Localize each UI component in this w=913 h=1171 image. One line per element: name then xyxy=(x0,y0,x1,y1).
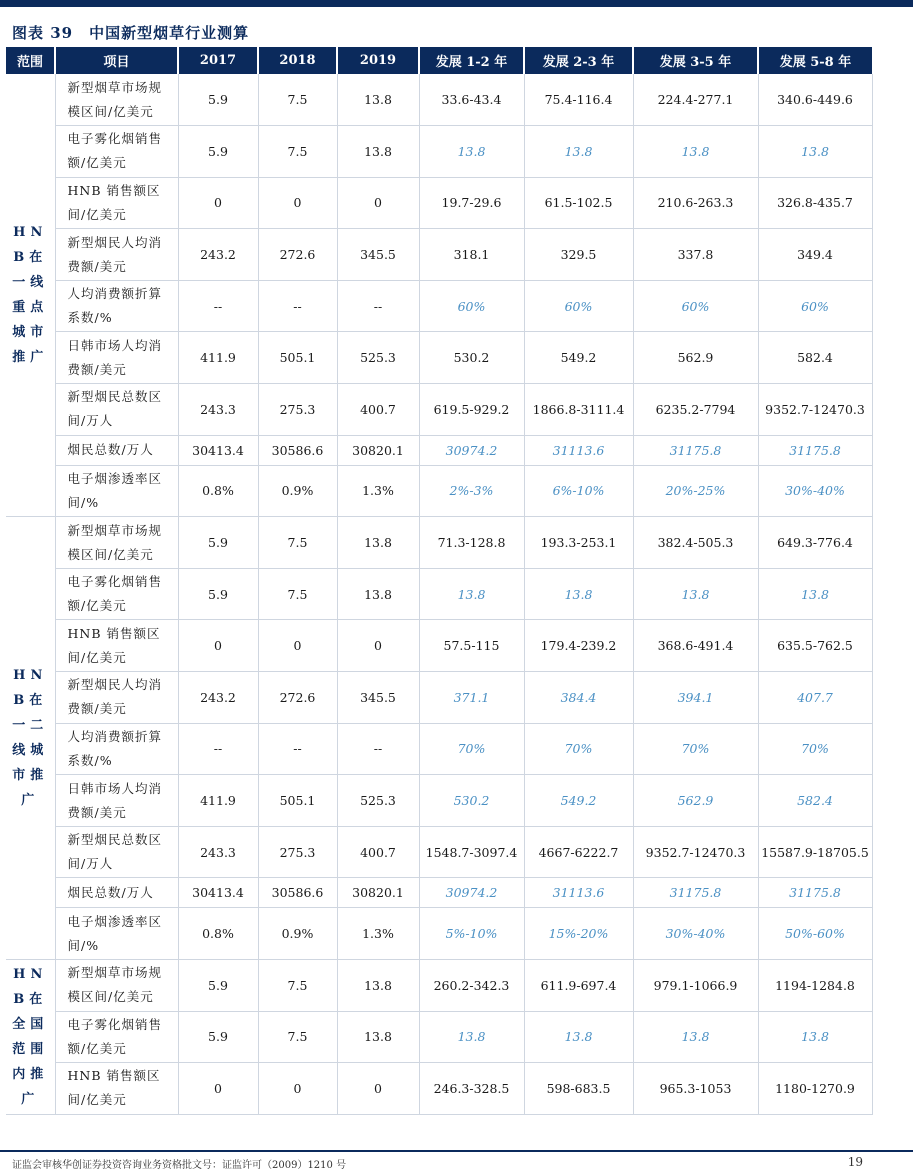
value-cell: 30974.2 xyxy=(419,435,524,465)
header-dev-3-5: 发展 3-5 年 xyxy=(633,47,758,74)
value-cell: 649.3-776.4 xyxy=(758,517,872,569)
value-cell: 13.8 xyxy=(419,1011,524,1063)
value-cell: 31175.8 xyxy=(758,878,872,908)
table-row xyxy=(6,826,872,878)
value-cell: 0 xyxy=(178,1063,258,1115)
value-cell: 368.6-491.4 xyxy=(633,620,758,672)
value-cell: 15%-20% xyxy=(524,908,633,960)
estimate-table xyxy=(6,47,873,1115)
table-row xyxy=(6,74,872,126)
value-cell: 371.1 xyxy=(419,672,524,724)
value-cell: 407.7 xyxy=(758,672,872,724)
value-cell: 13.8 xyxy=(633,568,758,620)
value-cell: 7.5 xyxy=(258,960,337,1012)
value-cell: 505.1 xyxy=(258,775,337,827)
value-cell: 384.4 xyxy=(524,672,633,724)
value-cell: 31175.8 xyxy=(758,435,872,465)
item-cell: 电子雾化烟销售额/亿美元 xyxy=(55,568,178,620)
value-cell: 31113.6 xyxy=(524,435,633,465)
value-cell: -- xyxy=(337,280,419,332)
value-cell: 329.5 xyxy=(524,229,633,281)
value-cell: 30413.4 xyxy=(178,435,258,465)
value-cell: 7.5 xyxy=(258,1011,337,1063)
value-cell: 1.3% xyxy=(337,465,419,517)
value-cell: 13.8 xyxy=(524,1011,633,1063)
item-cell: 新型烟草市场规模区间/亿美元 xyxy=(55,74,178,126)
value-cell: 345.5 xyxy=(337,672,419,724)
value-cell: 31175.8 xyxy=(633,435,758,465)
value-cell: 71.3-128.8 xyxy=(419,517,524,569)
value-cell: 30586.6 xyxy=(258,435,337,465)
value-cell: 210.6-263.3 xyxy=(633,177,758,229)
value-cell: 6%-10% xyxy=(524,465,633,517)
value-cell: 340.6-449.6 xyxy=(758,74,872,126)
table-row xyxy=(6,960,872,1012)
item-cell: 新型烟草市场规模区间/亿美元 xyxy=(55,517,178,569)
value-cell: 30586.6 xyxy=(258,878,337,908)
table-row xyxy=(6,384,872,436)
value-cell: 275.3 xyxy=(258,826,337,878)
value-cell: 345.5 xyxy=(337,229,419,281)
value-cell: 562.9 xyxy=(633,775,758,827)
value-cell: 549.2 xyxy=(524,332,633,384)
table-row xyxy=(6,465,872,517)
table-row xyxy=(6,517,872,569)
value-cell: 60% xyxy=(524,280,633,332)
value-cell: 13.8 xyxy=(337,126,419,178)
footer-rule xyxy=(0,1150,913,1152)
item-cell: HNB 销售额区间/亿美元 xyxy=(55,1063,178,1115)
item-cell: 新型烟民总数区间/万人 xyxy=(55,384,178,436)
value-cell: 13.8 xyxy=(633,1011,758,1063)
value-cell: 0.9% xyxy=(258,908,337,960)
value-cell: 13.8 xyxy=(419,568,524,620)
value-cell: 13.8 xyxy=(419,126,524,178)
value-cell: 0 xyxy=(258,1063,337,1115)
header-scope: 范围 xyxy=(6,47,55,74)
value-cell: -- xyxy=(178,723,258,775)
item-cell: 新型烟民总数区间/万人 xyxy=(55,826,178,878)
value-cell: 13.8 xyxy=(337,568,419,620)
value-cell: 260.2-342.3 xyxy=(419,960,524,1012)
value-cell: 1548.7-3097.4 xyxy=(419,826,524,878)
value-cell: 13.8 xyxy=(524,568,633,620)
value-cell: 611.9-697.4 xyxy=(524,960,633,1012)
table-row xyxy=(6,568,872,620)
value-cell: 61.5-102.5 xyxy=(524,177,633,229)
value-cell: 60% xyxy=(419,280,524,332)
value-cell: 243.2 xyxy=(178,229,258,281)
top-bar xyxy=(0,0,913,7)
item-cell: HNB 销售额区间/亿美元 xyxy=(55,620,178,672)
value-cell: 33.6-43.4 xyxy=(419,74,524,126)
value-cell: 0.9% xyxy=(258,465,337,517)
value-cell: 562.9 xyxy=(633,332,758,384)
value-cell: -- xyxy=(258,280,337,332)
value-cell: 70% xyxy=(524,723,633,775)
value-cell: 582.4 xyxy=(758,775,872,827)
table-row xyxy=(6,435,872,465)
value-cell: 57.5-115 xyxy=(419,620,524,672)
value-cell: 7.5 xyxy=(258,74,337,126)
item-cell: 烟民总数/万人 xyxy=(55,435,178,465)
value-cell: 0.8% xyxy=(178,465,258,517)
table-row xyxy=(6,672,872,724)
scope-cell: HNB在一二线城市推广 xyxy=(6,517,55,960)
item-cell: 烟民总数/万人 xyxy=(55,878,178,908)
value-cell: 13.8 xyxy=(524,126,633,178)
value-cell: 400.7 xyxy=(337,826,419,878)
value-cell: 5.9 xyxy=(178,1011,258,1063)
value-cell: 246.3-328.5 xyxy=(419,1063,524,1115)
header-2019: 2019 xyxy=(337,47,419,74)
value-cell: 31113.6 xyxy=(524,878,633,908)
table-row xyxy=(6,775,872,827)
value-cell: 224.4-277.1 xyxy=(633,74,758,126)
value-cell: 0 xyxy=(337,177,419,229)
item-cell: 电子雾化烟销售额/亿美元 xyxy=(55,1011,178,1063)
value-cell: -- xyxy=(337,723,419,775)
value-cell: 4667-6222.7 xyxy=(524,826,633,878)
item-cell: 日韩市场人均消费额/美元 xyxy=(55,775,178,827)
header-dev-1-2: 发展 1-2 年 xyxy=(419,47,524,74)
value-cell: 1.3% xyxy=(337,908,419,960)
value-cell: 5.9 xyxy=(178,960,258,1012)
value-cell: 30820.1 xyxy=(337,878,419,908)
value-cell: 7.5 xyxy=(258,517,337,569)
value-cell: 13.8 xyxy=(633,126,758,178)
value-cell: 272.6 xyxy=(258,672,337,724)
value-cell: 619.5-929.2 xyxy=(419,384,524,436)
value-cell: 70% xyxy=(419,723,524,775)
value-cell: 1866.8-3111.4 xyxy=(524,384,633,436)
value-cell: 0.8% xyxy=(178,908,258,960)
value-cell: 60% xyxy=(758,280,872,332)
footer-disclaimer: 证监会审核华创证券投资咨询业务资格批文号：证监许可（2009）1210 号 xyxy=(12,1160,347,1171)
value-cell: 582.4 xyxy=(758,332,872,384)
value-cell: 525.3 xyxy=(337,332,419,384)
value-cell: 349.4 xyxy=(758,229,872,281)
value-cell: 0 xyxy=(258,177,337,229)
value-cell: 13.8 xyxy=(758,126,872,178)
value-cell: 2%-3% xyxy=(419,465,524,517)
table-row xyxy=(6,878,872,908)
table-row xyxy=(6,280,872,332)
value-cell: 9352.7-12470.3 xyxy=(758,384,872,436)
value-cell: 7.5 xyxy=(258,568,337,620)
item-cell: 电子烟渗透率区间/% xyxy=(55,465,178,517)
value-cell: 30974.2 xyxy=(419,878,524,908)
value-cell: 0 xyxy=(337,1063,419,1115)
value-cell: 598-683.5 xyxy=(524,1063,633,1115)
table-row xyxy=(6,177,872,229)
header-2017: 2017 xyxy=(178,47,258,74)
item-cell: HNB 销售额区间/亿美元 xyxy=(55,177,178,229)
header-row xyxy=(6,47,872,74)
header-item: 项目 xyxy=(55,47,178,74)
value-cell: 400.7 xyxy=(337,384,419,436)
value-cell: 337.8 xyxy=(633,229,758,281)
table-row xyxy=(6,1011,872,1063)
value-cell: 0 xyxy=(178,620,258,672)
value-cell: 13.8 xyxy=(337,74,419,126)
value-cell: 19.7-29.6 xyxy=(419,177,524,229)
value-cell: 979.1-1066.9 xyxy=(633,960,758,1012)
table-row xyxy=(6,229,872,281)
value-cell: 13.8 xyxy=(337,1011,419,1063)
value-cell: 272.6 xyxy=(258,229,337,281)
value-cell: 179.4-239.2 xyxy=(524,620,633,672)
item-cell: 电子烟渗透率区间/% xyxy=(55,908,178,960)
page-number: 19 xyxy=(847,1155,863,1169)
value-cell: 30%-40% xyxy=(758,465,872,517)
value-cell: 394.1 xyxy=(633,672,758,724)
table-row xyxy=(6,908,872,960)
header-dev-2-3: 发展 2-3 年 xyxy=(524,47,633,74)
value-cell: 243.3 xyxy=(178,826,258,878)
value-cell: 31175.8 xyxy=(633,878,758,908)
value-cell: 70% xyxy=(758,723,872,775)
value-cell: 13.8 xyxy=(758,568,872,620)
value-cell: 635.5-762.5 xyxy=(758,620,872,672)
value-cell: 13.8 xyxy=(758,1011,872,1063)
value-cell: 5.9 xyxy=(178,568,258,620)
item-cell: 新型烟民人均消费额/美元 xyxy=(55,672,178,724)
value-cell: 20%-25% xyxy=(633,465,758,517)
figure-title: 图表 39 中国新型烟草行业测算 xyxy=(12,24,250,42)
value-cell: 30413.4 xyxy=(178,878,258,908)
value-cell: 60% xyxy=(633,280,758,332)
scope-cell: HNB在一线重点城市推广 xyxy=(6,74,55,517)
header-2018: 2018 xyxy=(258,47,337,74)
value-cell: 30%-40% xyxy=(633,908,758,960)
table-row xyxy=(6,620,872,672)
table-row xyxy=(6,1063,872,1115)
table-row xyxy=(6,332,872,384)
value-cell: 549.2 xyxy=(524,775,633,827)
value-cell: -- xyxy=(258,723,337,775)
item-cell: 日韩市场人均消费额/美元 xyxy=(55,332,178,384)
value-cell: 1194-1284.8 xyxy=(758,960,872,1012)
value-cell: 318.1 xyxy=(419,229,524,281)
item-cell: 人均消费额折算系数/% xyxy=(55,723,178,775)
table-row xyxy=(6,723,872,775)
item-cell: 新型烟草市场规模区间/亿美元 xyxy=(55,960,178,1012)
value-cell: 530.2 xyxy=(419,775,524,827)
value-cell: 326.8-435.7 xyxy=(758,177,872,229)
value-cell: 9352.7-12470.3 xyxy=(633,826,758,878)
value-cell: 75.4-116.4 xyxy=(524,74,633,126)
value-cell: 6235.2-7794 xyxy=(633,384,758,436)
value-cell: 243.2 xyxy=(178,672,258,724)
value-cell: 193.3-253.1 xyxy=(524,517,633,569)
value-cell: 30820.1 xyxy=(337,435,419,465)
value-cell: 411.9 xyxy=(178,332,258,384)
value-cell: 13.8 xyxy=(337,517,419,569)
value-cell: 382.4-505.3 xyxy=(633,517,758,569)
value-cell: 15587.9-18705.5 xyxy=(758,826,872,878)
value-cell: 0 xyxy=(178,177,258,229)
value-cell: 5.9 xyxy=(178,126,258,178)
value-cell: 5.9 xyxy=(178,74,258,126)
value-cell: 275.3 xyxy=(258,384,337,436)
value-cell: 505.1 xyxy=(258,332,337,384)
value-cell: 50%-60% xyxy=(758,908,872,960)
scope-cell: HNB在全国范围内推广 xyxy=(6,960,55,1115)
value-cell: 13.8 xyxy=(337,960,419,1012)
value-cell: 965.3-1053 xyxy=(633,1063,758,1115)
item-cell: 电子雾化烟销售额/亿美元 xyxy=(55,126,178,178)
header-dev-5-8: 发展 5-8 年 xyxy=(758,47,872,74)
table-row xyxy=(6,126,872,178)
value-cell: 530.2 xyxy=(419,332,524,384)
item-cell: 新型烟民人均消费额/美元 xyxy=(55,229,178,281)
value-cell: 525.3 xyxy=(337,775,419,827)
value-cell: 5.9 xyxy=(178,517,258,569)
value-cell: -- xyxy=(178,280,258,332)
value-cell: 0 xyxy=(258,620,337,672)
value-cell: 5%-10% xyxy=(419,908,524,960)
value-cell: 70% xyxy=(633,723,758,775)
value-cell: 1180-1270.9 xyxy=(758,1063,872,1115)
item-cell: 人均消费额折算系数/% xyxy=(55,280,178,332)
value-cell: 0 xyxy=(337,620,419,672)
value-cell: 7.5 xyxy=(258,126,337,178)
value-cell: 243.3 xyxy=(178,384,258,436)
value-cell: 411.9 xyxy=(178,775,258,827)
